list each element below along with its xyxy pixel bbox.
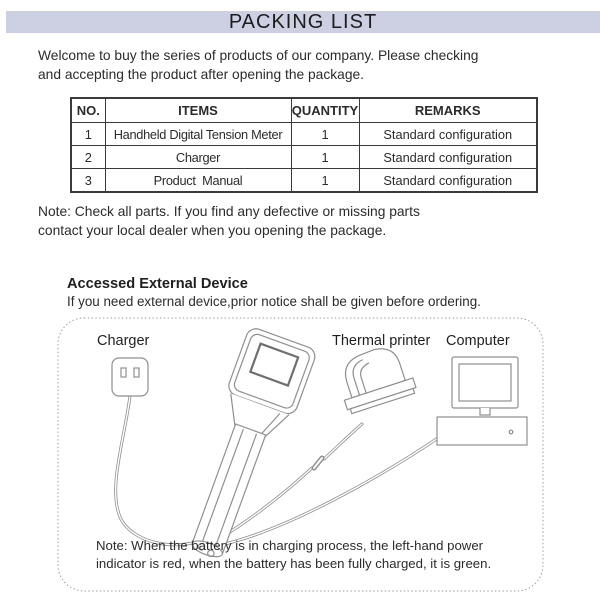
cell-item: Product Manual [105,169,291,193]
tension-meter-icon [171,326,317,567]
page-title-bar [6,11,600,33]
cell-remarks: Standard configuration [359,123,537,146]
cell-no: 1 [71,123,105,146]
battery-note [96,537,536,573]
battery-note-line-2: indicator is red, when the battery has been fully charged, it is green. [96,556,492,571]
accessory-heading: Accessed External Device [67,276,248,292]
computer-icon [437,357,527,445]
col-header-remarks: REMARKS [359,98,537,123]
table-row [71,169,537,193]
cell-item: Charger [105,146,291,169]
cell-remarks: Standard configuration [359,169,537,193]
charger-plug-icon [112,358,148,396]
table-row [71,146,537,169]
page-title: PACKING LIST [228,11,378,33]
intro-line-1: Welcome to buy the series of products of our company. Please checking [38,48,479,63]
accessory-subtitle: If you need external device,prior notice shall be given before ordering. [67,294,481,309]
charger-cable [116,396,208,545]
cell-remarks: Standard configuration [359,146,537,169]
cell-no: 3 [71,169,105,193]
cell-quantity: 1 [291,123,359,146]
packing-table [70,97,538,193]
note-line-1: Note: Check all parts. If you find any defective or missing parts [38,204,420,219]
check-parts-note [38,202,583,240]
battery-note-line-1: Note: When the battery is in charging process, the left-hand power [96,538,484,553]
cell-quantity: 1 [291,169,359,193]
cell-no: 2 [71,146,105,169]
cell-item: Handheld Digital Tension Meter [105,123,291,146]
computer-label: Computer [446,333,510,349]
table-row [71,123,537,146]
intro-line-2: and accepting the product after opening the package. [38,67,364,82]
thermal-printer-icon [332,341,417,415]
table-header-row [71,98,537,123]
col-header-quantity: QUANTITY [291,98,359,123]
charger-label: Charger [97,333,150,349]
note-line-2: contact your local dealer when you opening the package. [38,223,387,238]
col-header-no: NO. [71,98,105,123]
col-header-items: ITEMS [105,98,291,123]
intro-paragraph [38,46,583,84]
cell-quantity: 1 [291,146,359,169]
thermal-printer-label: Thermal printer [332,333,431,349]
